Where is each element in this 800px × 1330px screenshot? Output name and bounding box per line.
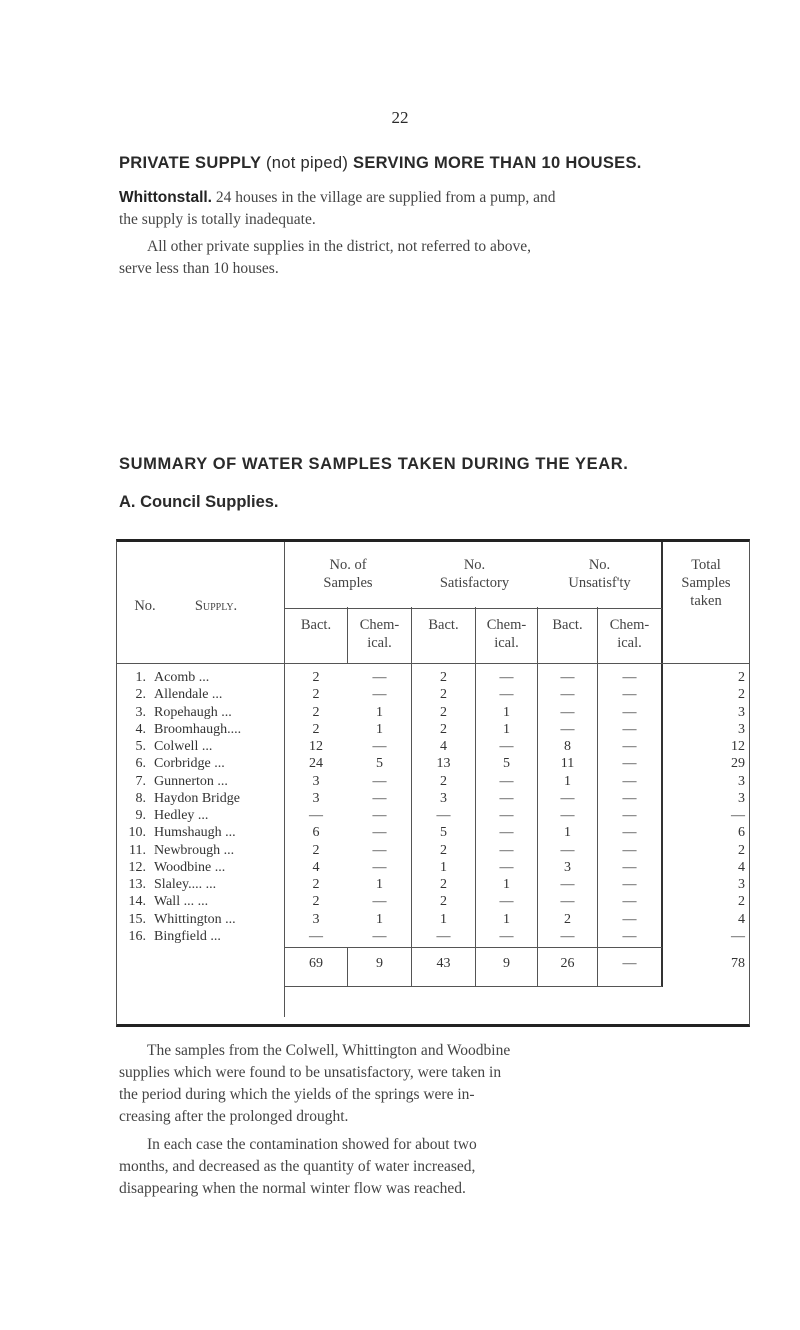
samples-chem-cell: — (372, 773, 387, 789)
satisfactory-bact-cell: 2 (440, 687, 447, 703)
notes-line: months, and decreased as the quantity of water increased, (119, 1158, 476, 1175)
header-total-line-3: taken (690, 593, 722, 609)
supply-label: Allendale ... (154, 687, 223, 703)
samples-bact-cell: 2 (312, 721, 320, 737)
unsatisfactory-bact-cell: — (560, 808, 575, 823)
satisfactory-bact-cell: 1 (440, 859, 447, 875)
header-samples-line-2: Samples (323, 575, 373, 591)
samples-bact-cell: 4 (312, 859, 320, 875)
header-chem-line-2: ical. (367, 635, 392, 651)
row-number: 10. (128, 825, 146, 841)
whittonstall-lead: Whittonstall. (119, 189, 212, 206)
unsatisfactory-bact-cell: 8 (564, 739, 571, 754)
total-samples-cell: 3 (738, 773, 745, 789)
satisfactory-chem-cell: — (499, 859, 514, 875)
private-supply-heading (119, 154, 642, 173)
unsatisfactory-chem-cell: — (622, 739, 637, 754)
samples-bact-cell: 2 (312, 894, 320, 910)
satisfactory-bact-cell: 2 (440, 842, 447, 858)
other-supplies-paragraph (119, 236, 719, 280)
samples-chem-cell: — (372, 894, 387, 910)
samples-bact-cell: 2 (312, 704, 320, 720)
total-samples-cell: 29 (731, 756, 745, 772)
satisfactory-chem-cell: — (499, 808, 514, 823)
satisfactory-bact-cell: 2 (440, 894, 447, 910)
samples-bact-cell: 2 (312, 687, 320, 703)
satisfactory-chem-cell: — (499, 790, 514, 806)
header-satisfactory-line-2: Satisfactory (439, 575, 510, 591)
total-samples-chem: 9 (376, 956, 383, 971)
supply-name (119, 791, 267, 807)
row-number: 8. (135, 790, 146, 806)
total-samples-cell: 2 (738, 687, 745, 703)
samples-chem-cell: 1 (376, 704, 383, 720)
table-row (117, 929, 749, 948)
header-satisfactory (412, 556, 537, 592)
other-supplies-line-1: All other private supplies in the district, not referred to above, (147, 238, 531, 255)
row-number: 11. (129, 842, 146, 858)
samples-bact-cell: 3 (312, 790, 320, 806)
samples-bact-cell: — (309, 928, 323, 944)
row-number: 4. (135, 721, 146, 737)
samples-chem-cell: 1 (376, 911, 383, 927)
header-samples (285, 556, 411, 592)
supply-name (119, 929, 267, 945)
samples-bact-cell: 3 (312, 773, 320, 789)
unsatisfactory-bact-cell: — (560, 687, 575, 703)
samples-bact-cell: 2 (312, 670, 320, 685)
unsatisfactory-chem-cell: — (622, 928, 637, 944)
unsatisfactory-chem-cell: — (622, 670, 637, 685)
samples-chem-cell: — (372, 687, 387, 703)
header-satisfactory-chem (476, 616, 537, 652)
supply-label: Newbrough ... (154, 842, 235, 858)
samples-bact-cell: 3 (312, 911, 320, 927)
header-unsatisfactory-line-1: No. (588, 557, 611, 573)
samples-chem-cell: — (372, 670, 387, 685)
unsatisfactory-chem-cell: — (622, 877, 637, 892)
satisfactory-bact-cell: 2 (440, 670, 447, 685)
notes-line: In each case the contamination showed for about two (147, 1136, 477, 1153)
samples-chem-cell: — (372, 808, 387, 823)
satisfactory-chem-cell: 1 (503, 704, 510, 720)
unsatisfactory-bact-cell: — (560, 894, 575, 910)
supply-name (119, 912, 267, 928)
total-samples-cell: 3 (738, 704, 745, 720)
unsatisfactory-bact-cell: 1 (564, 825, 571, 841)
supply-name (119, 670, 267, 686)
supply-name (119, 843, 267, 859)
supply-label: Haydon Bridge (154, 790, 240, 806)
unsatisfactory-bact-cell: — (560, 721, 575, 737)
header-satisfactory-line-1: No. (463, 557, 486, 573)
unsatisfactory-chem-cell: — (622, 894, 637, 910)
supply-name (119, 722, 267, 738)
header-total (663, 556, 749, 610)
samples-chem-cell: — (372, 928, 387, 944)
supply-label: Hedley ... (154, 808, 209, 823)
water-samples-table (116, 539, 750, 1027)
other-supplies-line-2: serve less than 10 houses. (119, 260, 279, 277)
total-samples-cell: — (731, 808, 745, 823)
satisfactory-bact-cell: 1 (440, 911, 447, 927)
notes-line: disappearing when the normal winter flow was reached. (119, 1180, 466, 1197)
row-number: 15. (128, 911, 146, 927)
row-number: 12. (128, 859, 146, 875)
header-total-line-2: Samples (681, 575, 731, 591)
header-rule (284, 608, 662, 609)
notes-paragraph-2 (119, 1134, 679, 1200)
satisfactory-bact-cell: — (436, 928, 451, 944)
notes-line: The samples from the Colwell, Whittington and Woodbine (147, 1042, 511, 1059)
row-number: 5. (135, 739, 146, 754)
samples-chem-cell: 5 (376, 756, 383, 772)
satisfactory-chem-cell: — (499, 928, 514, 944)
total-satisfactory-chem: 9 (503, 956, 510, 971)
unsatisfactory-bact-cell: — (560, 877, 575, 892)
total-samples-cell: 2 (738, 842, 745, 858)
satisfactory-bact-cell: 5 (440, 825, 447, 841)
table-row (117, 705, 749, 724)
row-number: 1. (135, 670, 146, 685)
unsatisfactory-bact-cell: — (560, 704, 575, 720)
samples-bact-cell: 2 (312, 842, 320, 858)
samples-bact-cell: 6 (312, 825, 320, 841)
unsatisfactory-bact-cell: 11 (560, 756, 575, 772)
header-unsatisfactory-line-2: Unsatisf'ty (568, 575, 631, 591)
satisfactory-chem-cell: — (499, 894, 514, 910)
unsatisfactory-bact-cell: — (560, 842, 575, 858)
total-samples-cell: — (731, 928, 745, 944)
samples-bact-cell: — (309, 808, 323, 823)
supply-name (119, 808, 267, 824)
satisfactory-bact-cell: 4 (440, 739, 447, 754)
supply-name (119, 687, 267, 703)
total-samples-cell: 2 (738, 894, 745, 910)
council-supplies-subheading: A. Council Supplies. (119, 493, 279, 511)
samples-chem-cell: — (372, 842, 387, 858)
supply-label: Gunnerton ... (154, 773, 228, 789)
satisfactory-bact-cell: 2 (440, 704, 447, 720)
unsatisfactory-bact-cell: 3 (564, 859, 571, 875)
table-row (117, 774, 749, 793)
unsatisfactory-chem-cell: — (622, 773, 637, 789)
summary-heading: SUMMARY OF WATER SAMPLES TAKEN DURING THE YEAR. (119, 455, 629, 473)
row-number: 7. (135, 773, 146, 789)
supply-label: Corbridge ... (154, 756, 225, 772)
unsatisfactory-bact-cell: 2 (564, 911, 571, 927)
supply-label: Woodbine ... (154, 859, 226, 875)
total-samples-cell: 3 (738, 721, 745, 737)
supply-name (119, 739, 267, 755)
total-samples-bact: 69 (309, 956, 323, 971)
samples-chem-cell: — (372, 790, 387, 806)
supply-name (119, 705, 267, 721)
heading-paren-part: (not piped) (265, 154, 349, 172)
satisfactory-bact-cell: 2 (440, 721, 447, 737)
row-number: 14. (128, 894, 146, 910)
unsatisfactory-bact-cell: 1 (564, 773, 571, 789)
header-chem-line-2: ical. (494, 635, 519, 651)
unsatisfactory-chem-cell: — (622, 721, 637, 737)
unsatisfactory-bact-cell: — (560, 670, 575, 685)
row-number: 3. (135, 704, 146, 720)
supply-name (119, 877, 267, 893)
total-samples-cell: 4 (738, 911, 745, 927)
satisfactory-chem-cell: — (499, 739, 514, 754)
header-satisfactory-bact: Bact. (428, 617, 459, 633)
supply-name (119, 756, 267, 772)
satisfactory-bact-cell: 13 (436, 756, 451, 772)
header-rule (117, 663, 749, 664)
total-samples-cell: 6 (738, 825, 745, 841)
table-row (117, 756, 749, 775)
satisfactory-chem-cell: 1 (503, 911, 510, 927)
table-row (117, 739, 749, 758)
unsatisfactory-chem-cell: — (622, 687, 637, 703)
unsatisfactory-bact-cell: — (560, 790, 575, 806)
header-supply: Supply. (194, 598, 238, 614)
table-row (117, 687, 749, 706)
notes-line: supplies which were found to be unsatisfactory, were taken in (119, 1064, 502, 1081)
samples-chem-cell: 1 (376, 721, 383, 737)
supply-label: Slaley.... ... (154, 877, 217, 892)
table-row (117, 860, 749, 879)
satisfactory-chem-cell: — (499, 670, 514, 685)
unsatisfactory-chem-cell: — (622, 756, 637, 772)
row-number: 2. (135, 687, 146, 703)
header-chem-line-2: ical. (617, 635, 642, 651)
supply-name (119, 825, 267, 841)
satisfactory-chem-cell: 5 (503, 756, 510, 772)
total-unsatisfactory-chem: — (622, 956, 637, 971)
samples-chem-cell: 1 (376, 877, 383, 892)
table-row (117, 722, 749, 741)
whittonstall-line-1: 24 houses in the village are supplied from a pump, and (215, 189, 556, 206)
page-number: 22 (391, 108, 409, 127)
header-chem-line-1: Chem- (609, 617, 650, 633)
unsatisfactory-chem-cell: — (622, 790, 637, 806)
whittonstall-line-2: the supply is totally inadequate. (119, 211, 316, 228)
supply-label: Ropehaugh ... (154, 704, 232, 720)
satisfactory-chem-cell: — (499, 825, 514, 841)
satisfactory-bact-cell: 2 (440, 877, 447, 892)
table-row (117, 843, 749, 862)
satisfactory-chem-cell: — (499, 687, 514, 703)
unsatisfactory-chem-cell: — (622, 842, 637, 858)
header-samples-chem (348, 616, 411, 652)
notes-paragraph-1 (119, 1040, 679, 1128)
total-samples-cell: 3 (738, 790, 745, 806)
unsatisfactory-chem-cell: — (622, 859, 637, 875)
notes-line: creasing after the prolonged drought. (119, 1108, 349, 1125)
whittonstall-paragraph (119, 187, 719, 231)
supply-label: Acomb ... (154, 670, 210, 685)
samples-chem-cell: — (372, 739, 387, 754)
totals-row (117, 956, 749, 975)
unsatisfactory-chem-cell: — (622, 911, 637, 927)
row-number: 6. (135, 756, 146, 772)
satisfactory-bact-cell: — (436, 808, 451, 823)
samples-bact-cell: 12 (309, 739, 323, 754)
unsatisfactory-chem-cell: — (622, 704, 637, 720)
supply-label: Humshaugh ... (154, 825, 236, 841)
table-row (117, 912, 749, 931)
satisfactory-chem-cell: 1 (503, 877, 510, 892)
total-samples-cell: 3 (738, 877, 745, 892)
total-satisfactory-bact: 43 (436, 956, 451, 971)
row-number: 16. (128, 928, 146, 944)
samples-chem-cell: — (372, 859, 387, 875)
samples-bact-cell: 24 (309, 756, 323, 772)
supply-name (119, 860, 267, 876)
table-row (117, 825, 749, 844)
row-number: 13. (128, 877, 146, 892)
header-no: No. (134, 598, 156, 614)
notes-line: the period during which the yields of the springs were in- (119, 1086, 475, 1103)
totals-rule (284, 986, 662, 987)
header-samples-line-1: No. of (329, 557, 367, 573)
supply-name (119, 894, 267, 910)
unsatisfactory-bact-cell: — (560, 928, 575, 944)
total-samples-cell: 4 (738, 859, 745, 875)
satisfactory-bact-cell: 2 (440, 773, 447, 789)
row-number: 9. (135, 808, 146, 823)
samples-chem-cell: — (372, 825, 387, 841)
header-unsatisfactory-bact: Bact. (552, 617, 583, 633)
supply-label: Colwell ... (154, 739, 213, 754)
table-row (117, 670, 749, 689)
total-samples-cell: 2 (738, 670, 745, 685)
supply-label: Whittington ... (154, 911, 236, 927)
header-chem-line-1: Chem- (486, 617, 527, 633)
supply-name (119, 774, 267, 790)
heading-bold-part: PRIVATE SUPPLY (119, 154, 262, 172)
header-unsatisfactory-chem (598, 616, 661, 652)
supply-label: Wall ... ... (154, 894, 209, 910)
total-samples-cell: 12 (731, 739, 745, 754)
unsatisfactory-chem-cell: — (622, 808, 637, 823)
table-row (117, 808, 749, 827)
satisfactory-chem-cell: 1 (503, 721, 510, 737)
table-row (117, 791, 749, 810)
supply-label: Broomhaugh.... (154, 721, 242, 737)
total-unsatisfactory-bact: 26 (560, 956, 575, 971)
satisfactory-chem-cell: — (499, 842, 514, 858)
supply-label: Bingfield ... (154, 928, 221, 944)
header-samples-bact: Bact. (300, 617, 332, 633)
header-unsatisfactory (538, 556, 661, 592)
header-total-line-1: Total (691, 557, 721, 573)
header-chem-line-1: Chem- (359, 617, 400, 633)
satisfactory-chem-cell: — (499, 773, 514, 789)
table-row (117, 877, 749, 896)
satisfactory-bact-cell: 3 (440, 790, 447, 806)
unsatisfactory-chem-cell: — (622, 825, 637, 841)
heading-rest-part: SERVING MORE THAN 10 HOUSES. (353, 154, 642, 172)
table-row (117, 894, 749, 913)
total-samples-taken: 78 (731, 956, 745, 971)
samples-bact-cell: 2 (312, 877, 320, 892)
